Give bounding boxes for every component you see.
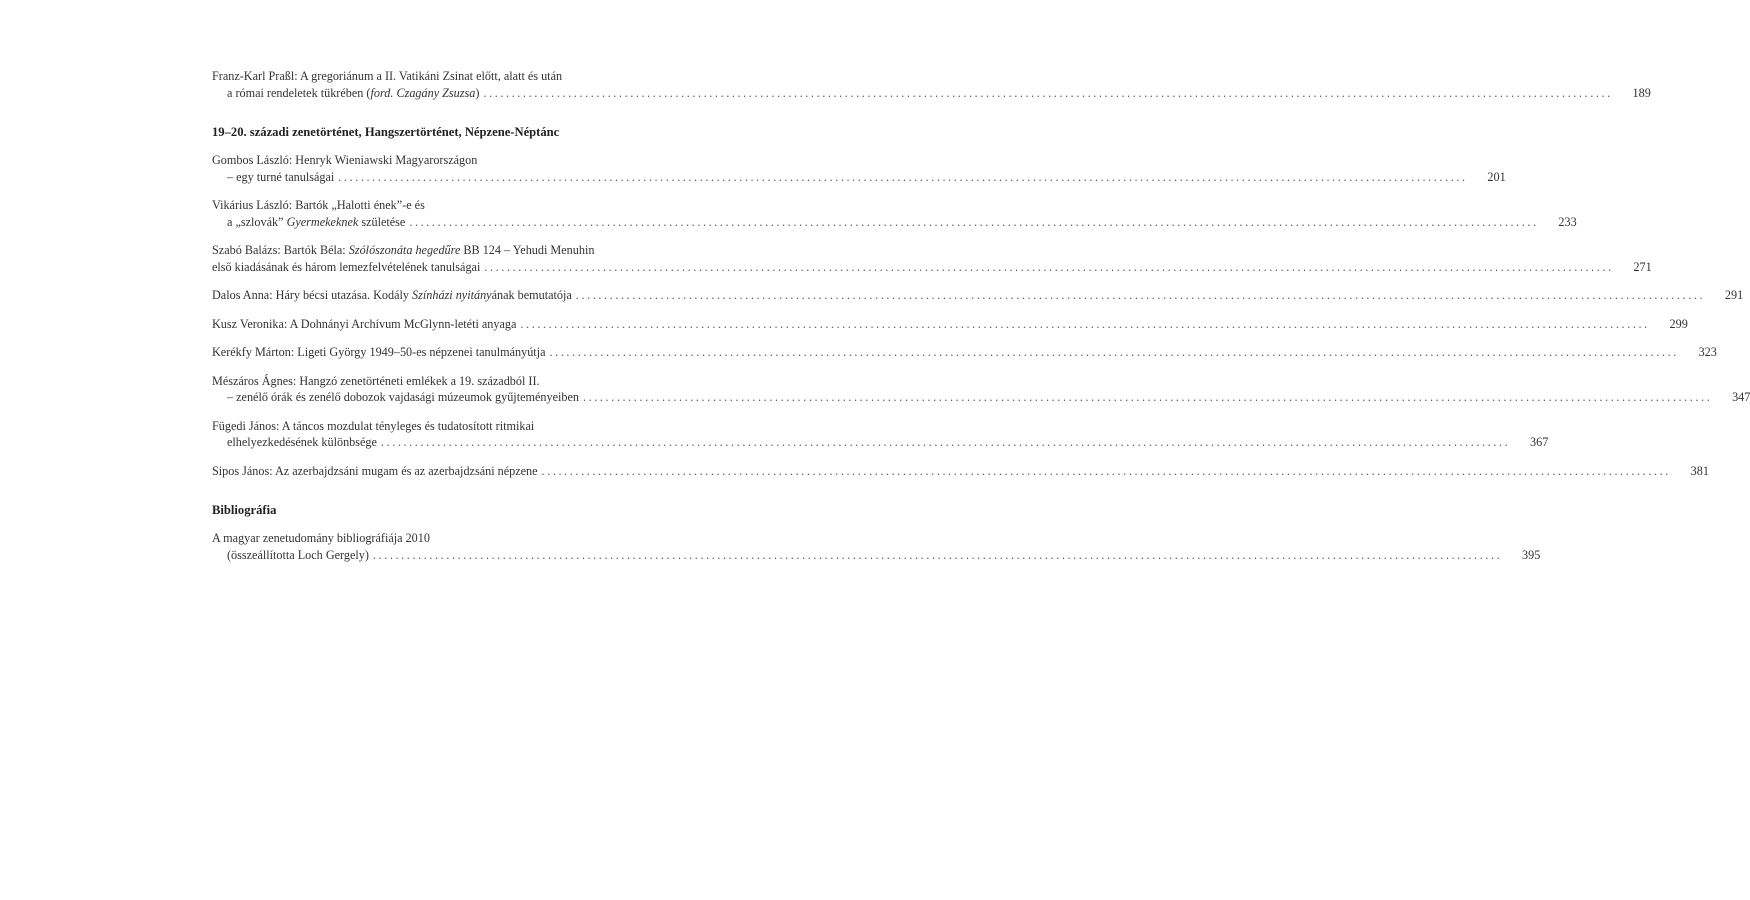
toc-entry-sipos: Sipos János: Az azerbajdzsáni mugam és az azerbajdzsáni népzene ........................................................................................................................................................................................................ 381 [212,463,1709,478]
leader-dots: ........................................................................................................................................................................................................ [338,169,1468,184]
toc-entry-gombos: Gombos László: Henryk Wieniawski Magyarországon – egy turné tanulságai ........................................................................................................................................................................................................ 201 [212,153,1506,184]
toc-entry-kusz: Kusz Veronika: A Dohnányi Archívum McGlynn-letéti anyaga ........................................................................................................................................................................................................ 299 [212,316,1688,331]
page-number: 291 [1724,288,1744,302]
page-number: 299 [1669,316,1688,331]
entry-line-1: Fügedi János: A táncos mozdulat tényleges és tudatosított ritmikai [212,418,535,433]
page-number: 347 [1732,390,1750,404]
entry-line-1: Szabó Balázs: Bartók Béla: Szólószonáta hegedűre BB 124 – Yehudi Menuhin [212,243,595,257]
page-number: 201 [1487,169,1506,184]
toc-entry-prassl: Franz-Karl Praßl: A gregoriánum a II. Vatikáni Zsinat előtt, alatt és után a római rendeletek tükrében (ford. Czagány Zsuzsa) ........................................................................................................................................................................................................ 189 [212,69,1651,100]
page-number: 323 [1698,345,1717,359]
leader-dots: ........................................................................................................................................................................................................ [541,463,1671,478]
page-number: 395 [1522,547,1541,562]
entry-line-1: Franz-Karl Praßl: A gregoriánum a II. Vatikáni Zsinat előtt, alatt és után [212,69,563,83]
entry-line-1: Gombos László: Henryk Wieniawski Magyarországon [212,153,478,167]
leader-dots: ........................................................................................................................................................................................................ [520,316,1650,331]
table-of-contents [212,68,1750,575]
section-heading: 19–20. századi zenetörténet, Hangszertörténet, Népzene-Néptánc [212,125,560,139]
toc-entry-fugedi: Fügedi János: A táncos mozdulat tényleges és tudatosított ritmikai elhelyezkedésének különbsége ........................................................................................................................................................................................................ 367 [212,418,1549,449]
toc-entry-szabo: Szabó Balázs: Bartók Béla: Szólószonáta hegedűre BB 124 – Yehudi Menuhin első kiadásának és három lemezfelvételének tanulságai ........................................................................................................................................................................................................ 271 [212,243,1652,274]
leader-dots: ........................................................................................................................................................................................................ [549,345,1679,359]
page-number: 271 [1633,259,1652,274]
section-heading: Bibliográfia [212,503,277,517]
toc-entry-bibliografia: A magyar zenetudomány bibliográfiája 2010 (összeállította Loch Gergely) ........................................................................................................................................................................................................ 395 [212,531,1541,562]
leader-dots: ........................................................................................................................................................................................................ [484,259,1614,274]
toc-entry-vikarius: Vikárius László: Bartók „Halotti ének”-e és a „szlovák” Gyermekeknek születése ........................................................................................................................................................................................................ 233 [212,198,1577,229]
leader-dots: ........................................................................................................................................................................................................ [483,85,1613,100]
page-number: 233 [1558,214,1577,229]
entry-line-1: Vikárius László: Bartók „Halotti ének”-e és [212,198,425,212]
toc-entry-dalos: Dalos Anna: Háry bécsi utazása. Kodály Színházi nyitányának bemutatója ........................................................................................................................................................................................................ 291 [212,288,1744,302]
entry-line-1: Mészáros Ágnes: Hangzó zenetörténeti emlékek a 19. századból II. [212,373,540,388]
leader-dots: ........................................................................................................................................................................................................ [380,435,1511,449]
page-number: 367 [1530,435,1549,449]
leader-dots: ........................................................................................................................................................................................................ [372,547,1503,562]
leader-dots: ........................................................................................................................................................................................................ [582,390,1713,404]
entry-line-1: A magyar zenetudomány bibliográfiája 2010 [212,531,430,545]
toc-entry-kerekfy: Kerékfy Márton: Ligeti György 1949–50-es népzenei tanulmányútja ........................................................................................................................................................................................................ 323 [212,345,1717,359]
leader-dots: ........................................................................................................................................................................................................ [575,288,1706,302]
leader-dots: ........................................................................................................................................................................................................ [409,214,1539,229]
page-number: 381 [1690,463,1709,478]
toc-entry-meszaros: Mészáros Ágnes: Hangzó zenetörténeti emlékek a 19. századból II. – zenélő órák és zenélő dobozok vajdasági múzeumok gyűjteményeiben ........................................................................................................................................................................................................ 347 [212,373,1750,404]
page-number: 189 [1632,85,1651,100]
